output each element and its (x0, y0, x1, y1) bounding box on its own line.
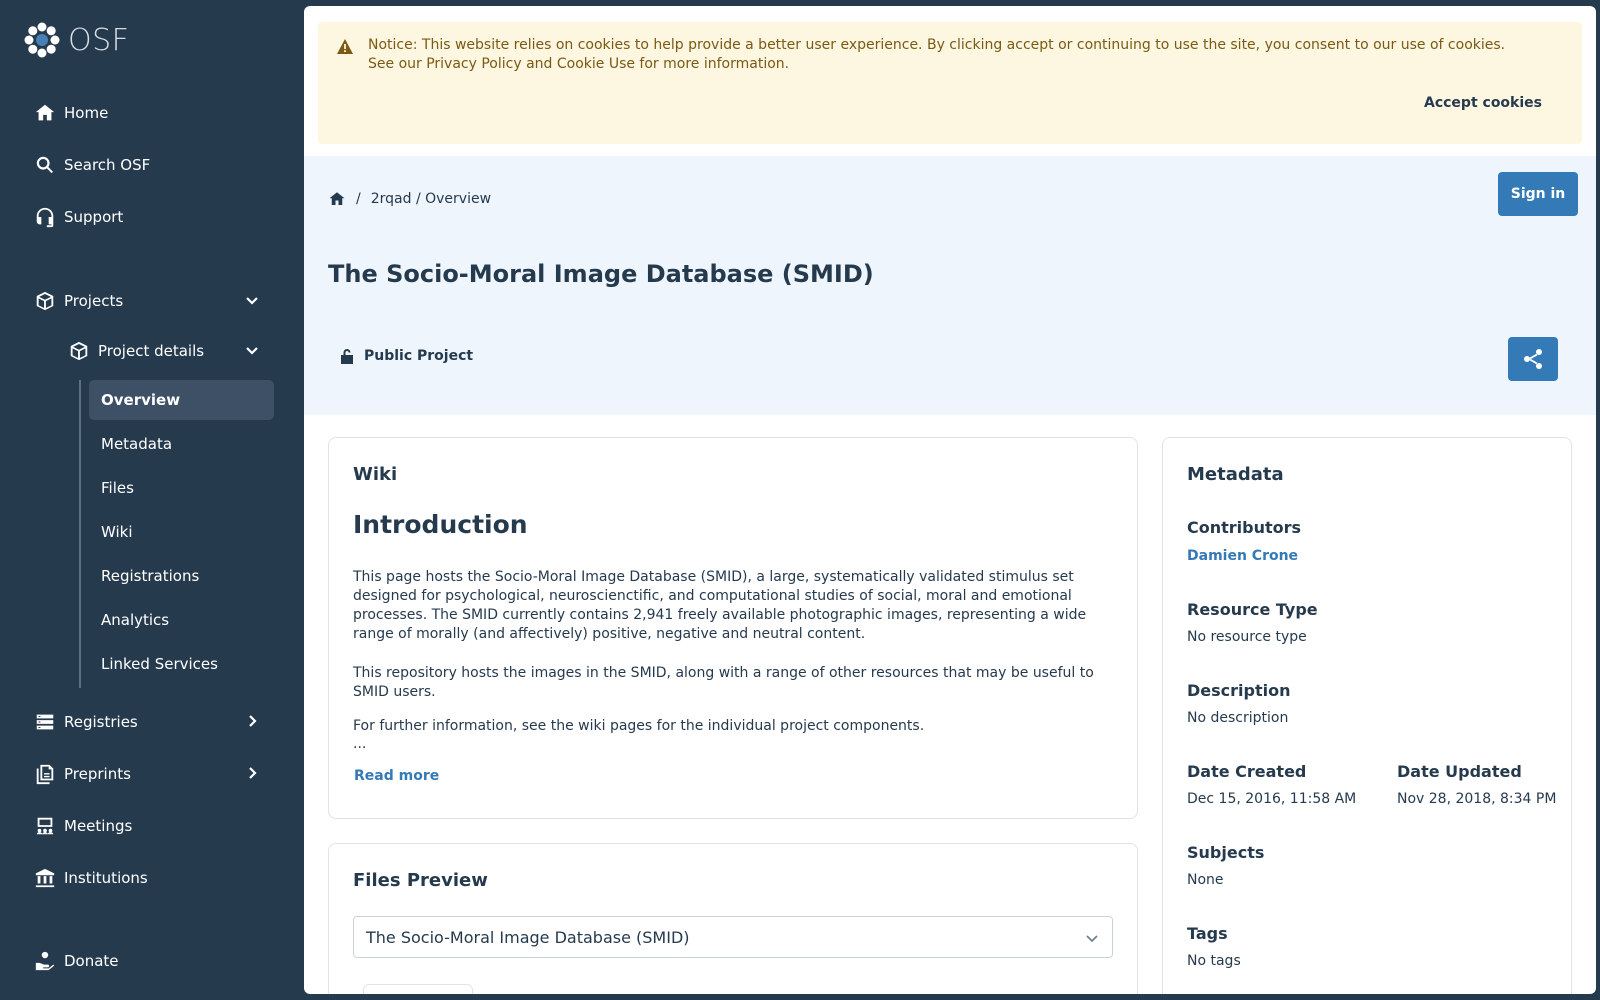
component-select[interactable] (353, 916, 1113, 958)
preprints-chevron-right-icon[interactable] (244, 765, 264, 785)
main-panel (304, 6, 1596, 994)
component-select-value: The Socio-Moral Image Database (SMID) (366, 927, 690, 947)
registries-chevron-right-icon[interactable] (244, 713, 264, 733)
logo-text: OSF (68, 22, 130, 58)
nav-institutions-label: Institutions (64, 869, 148, 887)
resource-type-label: Resource Type (1187, 600, 1318, 619)
date-created-value: Dec 15, 2016, 11:58 AM (1187, 791, 1357, 807)
sidebar-item-metadata[interactable]: Metadata (101, 435, 173, 453)
home-icon (34, 102, 56, 124)
wiki-paragraph: This page hosts the Socio-Moral Image Database (SMID), a large, systematically validated stimulus set designed for psychological, neuroscienctific, and computational studies of social, moral and emotional processes. The SMID currently contains 2,941 freely available photographic images, representing a wide range of morally (and affectively) positive, negative and neutral content. (353, 569, 1087, 642)
preprints-icon (34, 763, 56, 785)
sidebar-item-analytics[interactable]: Analytics (101, 611, 170, 629)
page-title: The Socio-Moral Image Database (SMID) (328, 260, 874, 288)
project-details-chevron-down-icon[interactable] (244, 342, 264, 362)
nav-preprints[interactable] (34, 761, 131, 787)
metadata-heading: Metadata (1187, 464, 1284, 485)
cookie-notice-text: Notice: This website relies on cookies to help provide a better user experience. By clicking accept or continuing to use the site, you consent to our use of cookies. See our Privacy Policy and Cookie Use for more information. (368, 37, 1506, 72)
files-preview-card (328, 843, 1138, 994)
share-button[interactable] (1508, 337, 1558, 381)
subjects-label: Subjects (1187, 843, 1265, 862)
files-tab[interactable] (363, 984, 473, 994)
date-created-label: Date Created (1187, 762, 1307, 781)
tags-label: Tags (1187, 924, 1228, 943)
nav-projects-label: Projects (64, 292, 124, 310)
date-updated-value: Nov 28, 2018, 8:34 PM (1397, 791, 1557, 807)
wiki-title: Introduction (353, 510, 528, 539)
search-icon (34, 154, 56, 176)
accept-cookies-button[interactable]: Accept cookies (1424, 95, 1542, 111)
cube-icon (68, 340, 90, 362)
cookie-notice (318, 22, 1582, 144)
visibility-badge (340, 348, 473, 364)
nav-projects[interactable] (34, 288, 123, 314)
description-value: No description (1187, 710, 1289, 726)
tags-value: No tags (1187, 953, 1241, 969)
files-preview-heading: Files Preview (353, 870, 488, 891)
warning-icon (336, 38, 354, 56)
sidebar-item-registrations[interactable]: Registrations (101, 567, 200, 585)
meetings-icon (34, 815, 56, 837)
subnav-divider (79, 380, 81, 688)
contributor-link[interactable]: Damien Crone (1187, 548, 1299, 564)
nav-institutions[interactable] (34, 865, 148, 891)
wiki-paragraph: For further information, see the wiki pages for the individual project components. (353, 718, 925, 734)
wiki-ellipsis: ... (353, 736, 367, 752)
osf-logo[interactable] (24, 22, 129, 58)
nav-support-label: Support (64, 208, 124, 226)
contributors-label: Contributors (1187, 518, 1302, 537)
nav-project-details[interactable] (68, 338, 204, 364)
nav-home[interactable] (34, 100, 108, 126)
donate-icon (34, 950, 56, 972)
nav-search[interactable] (34, 152, 150, 178)
headset-icon (34, 206, 56, 228)
sidebar-item-files[interactable]: Files (101, 479, 134, 497)
institution-icon (34, 867, 56, 889)
metadata-card (1162, 437, 1572, 994)
subjects-value: None (1187, 872, 1224, 888)
nav-donate-label: Donate (64, 952, 119, 970)
wiki-paragraph: This repository hosts the images in the SMID, along with a range of other resources that may be useful to SMID users. (353, 665, 1094, 700)
date-updated-label: Date Updated (1397, 762, 1522, 781)
nav-search-label: Search OSF (64, 156, 151, 174)
share-icon (1521, 347, 1545, 371)
breadcrumb-separator: / (356, 191, 361, 207)
chevron-down-icon (1084, 930, 1100, 946)
nav-donate[interactable] (34, 948, 119, 974)
wiki-card (328, 437, 1138, 819)
osf-logo-icon (24, 22, 60, 58)
breadcrumb-path[interactable]: 2rqad / Overview (370, 191, 492, 207)
breadcrumb (328, 190, 491, 208)
sidebar-item-wiki[interactable]: Wiki (101, 523, 133, 541)
projects-chevron-down-icon[interactable] (244, 292, 264, 312)
sidebar-item-linked-services[interactable]: Linked Services (101, 655, 218, 673)
nav-registries-label: Registries (64, 713, 138, 731)
registries-icon (34, 711, 56, 733)
cube-icon (34, 290, 56, 312)
read-more-link[interactable]: Read more (354, 768, 440, 784)
nav-registries[interactable] (34, 709, 138, 735)
sidebar (0, 0, 304, 1000)
unlock-icon (340, 348, 354, 364)
nav-project-details-label: Project details (98, 342, 205, 360)
nav-meetings[interactable] (34, 813, 132, 839)
description-label: Description (1187, 681, 1291, 700)
home-icon[interactable] (328, 190, 346, 208)
visibility-label: Public Project (364, 348, 474, 364)
sidebar-item-overview[interactable]: Overview (89, 380, 274, 420)
resource-type-value: No resource type (1187, 629, 1307, 645)
nav-meetings-label: Meetings (64, 817, 133, 835)
wiki-heading: Wiki (353, 464, 398, 485)
project-header (304, 156, 1596, 415)
nav-home-label: Home (64, 104, 109, 122)
nav-support[interactable] (34, 204, 123, 230)
nav-preprints-label: Preprints (64, 765, 131, 783)
sign-in-button[interactable]: Sign in (1498, 172, 1578, 216)
